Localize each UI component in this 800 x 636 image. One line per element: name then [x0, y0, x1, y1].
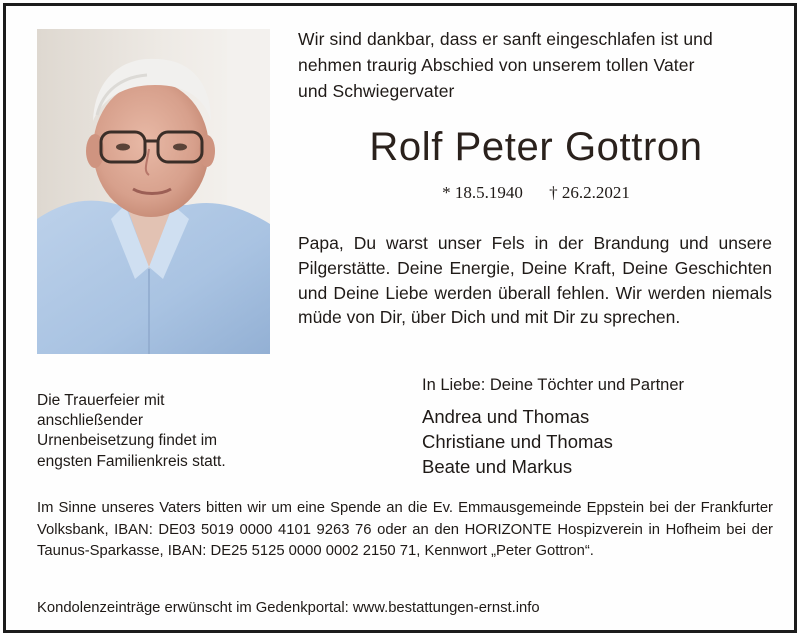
birth-date: * 18.5.1940: [442, 183, 523, 202]
family-member: Andrea und Thomas: [422, 406, 590, 427]
family-list: [422, 404, 782, 479]
condolence-portal-note: Kondolenzeinträge erwünscht im Gedenkportal: www.bestattungen-ernst.info: [37, 600, 540, 616]
ceremony-line: Die Trauerfeier mit: [37, 392, 165, 409]
family-signoff: In Liebe: Deine Töchter und Partner: [422, 376, 685, 394]
death-date: † 26.2.2021: [549, 183, 630, 202]
obituary-frame: [3, 3, 797, 633]
family-member: Christiane und Thomas: [422, 431, 613, 452]
ceremony-line: engsten Familienkreis statt.: [37, 452, 226, 470]
intro-line: und Schwiegervater: [298, 81, 455, 101]
intro-line: Wir sind dankbar, dass er sanft eingeschlafen ist und: [298, 29, 713, 49]
portrait-illustration: [37, 29, 270, 354]
life-dates: [298, 182, 774, 204]
intro-text: [298, 26, 778, 104]
memorial-quote: Papa, Du warst unser Fels in der Brandung und unsere Pilgerstätte. Deine Energie, Deine Kraft, Deine Geschichten und Deine Liebe werden überall fehlen. Wir werden niemals müde von Dir, über Dich und mit Dir zu sprechen.: [298, 233, 772, 328]
ceremony-notice: [37, 391, 277, 472]
ceremony-line: Urnenbeisetzung findet im: [37, 432, 218, 450]
donation-notice: Im Sinne unseres Vaters bitten wir um eine Spende an die Ev. Emmausgemeinde Eppstein bei der Frankfurter Volksbank, IBAN: DE03 5019 0000 4101 9263 76 oder an den HORIZONTE Hospizverein in Hofheim bei der Taunus-Sparkasse, IBAN: DE25 5125 0000 0002 2150 71, Kennwort „Peter Gottron“.: [37, 500, 773, 559]
intro-line: nehmen traurig Abschied von unserem tollen Vater: [298, 55, 695, 75]
family-member: Beate und Markus: [422, 456, 573, 477]
portrait-photo: [37, 29, 270, 354]
deceased-name: Rolf Peter Gottron: [369, 125, 703, 169]
ceremony-line: anschließender: [37, 412, 143, 430]
